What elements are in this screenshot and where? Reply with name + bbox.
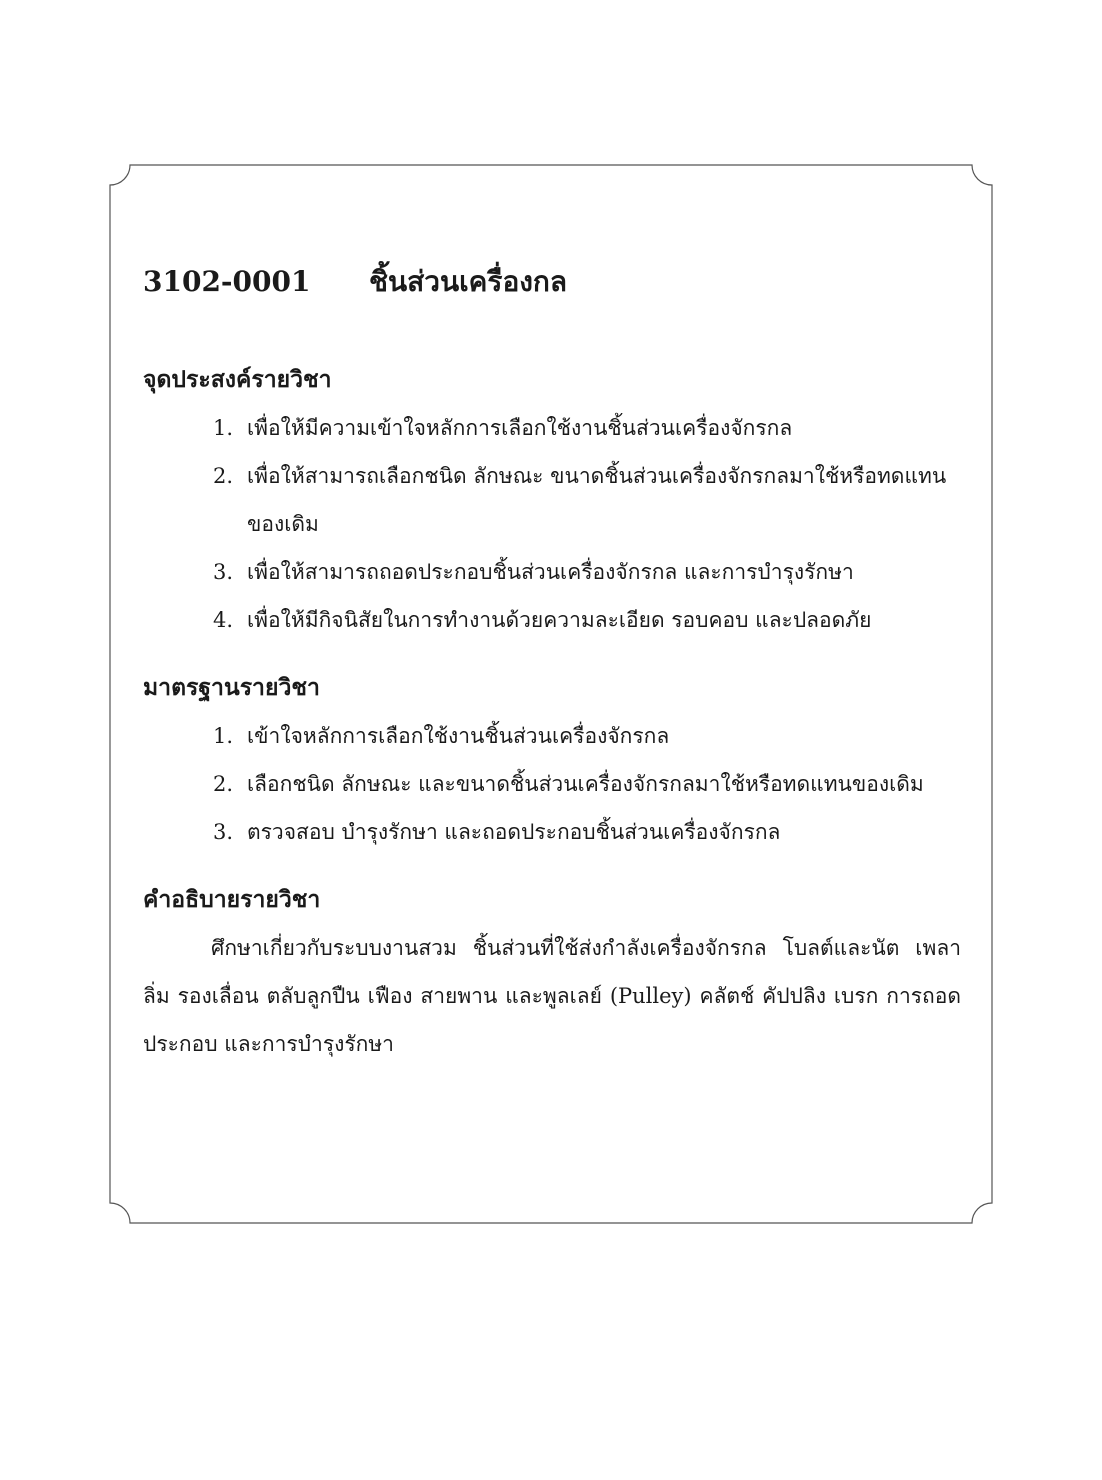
item-number: 2. [213, 772, 234, 796]
course-code: 3102-0001 [143, 265, 311, 298]
list-item [213, 404, 961, 452]
item-text: เพื่อให้มีความเข้าใจหลักการเลือกใช้งานชิ้นส่วนเครื่องจักรกล [247, 416, 793, 440]
item-text: เพื่อให้สามารถถอดประกอบชิ้นส่วนเครื่องจักรกล และการบำรุงรักษา [247, 560, 854, 584]
item-text: เพื่อให้สามารถเลือกชนิด ลักษณะ ขนาดชิ้นส่วนเครื่องจักรกลมาใช้หรือทดแทนของเดิม [247, 464, 947, 536]
course-title-row [143, 260, 961, 316]
item-number: 2. [213, 464, 234, 488]
description-text: ศึกษาเกี่ยวกับระบบงานสวม ชิ้นส่วนที่ใช้ส่งกำลังเครื่องจักรกล โบลต์และนัต เพลา ลิ่ม รองเลื่อน ตลับลูกปืน เฟือง สายพาน และพูลเลย์ (Pulley) คลัตช์ คัปปลิง เบรก การถอดประกอบ และการบำรุงรักษา [143, 936, 961, 1056]
standards-list [143, 712, 961, 856]
item-number: 3. [213, 560, 234, 584]
item-text: เพื่อให้มีกิจนิสัยในการทำงานด้วยความละเอียด รอบคอบ และปลอดภัย [247, 608, 872, 632]
item-number: 4. [213, 608, 234, 632]
standards-heading: มาตรฐานรายวิชา [143, 674, 320, 701]
course-name: ชิ้นส่วนเครื่องกล [369, 265, 568, 298]
item-number: 3. [213, 820, 234, 844]
description-heading: คำอธิบายรายวิชา [143, 886, 321, 913]
list-item [213, 760, 961, 808]
objectives-list [143, 404, 961, 644]
list-item [213, 596, 961, 644]
item-text: เข้าใจหลักการเลือกใช้งานชิ้นส่วนเครื่องจักรกล [247, 724, 670, 748]
list-item [213, 452, 961, 548]
item-text: ตรวจสอบ บำรุงรักษา และถอดประกอบชิ้นส่วนเครื่องจักรกล [247, 820, 781, 844]
list-item [213, 712, 961, 760]
item-number: 1. [213, 416, 234, 440]
course-content [143, 260, 961, 1068]
objectives-heading: จุดประสงค์รายวิชา [143, 366, 332, 393]
item-number: 1. [213, 724, 234, 748]
list-item [213, 808, 961, 856]
item-text: เลือกชนิด ลักษณะ และขนาดชิ้นส่วนเครื่องจักรกลมาใช้หรือทดแทนของเดิม [247, 772, 924, 796]
list-item [213, 548, 961, 596]
